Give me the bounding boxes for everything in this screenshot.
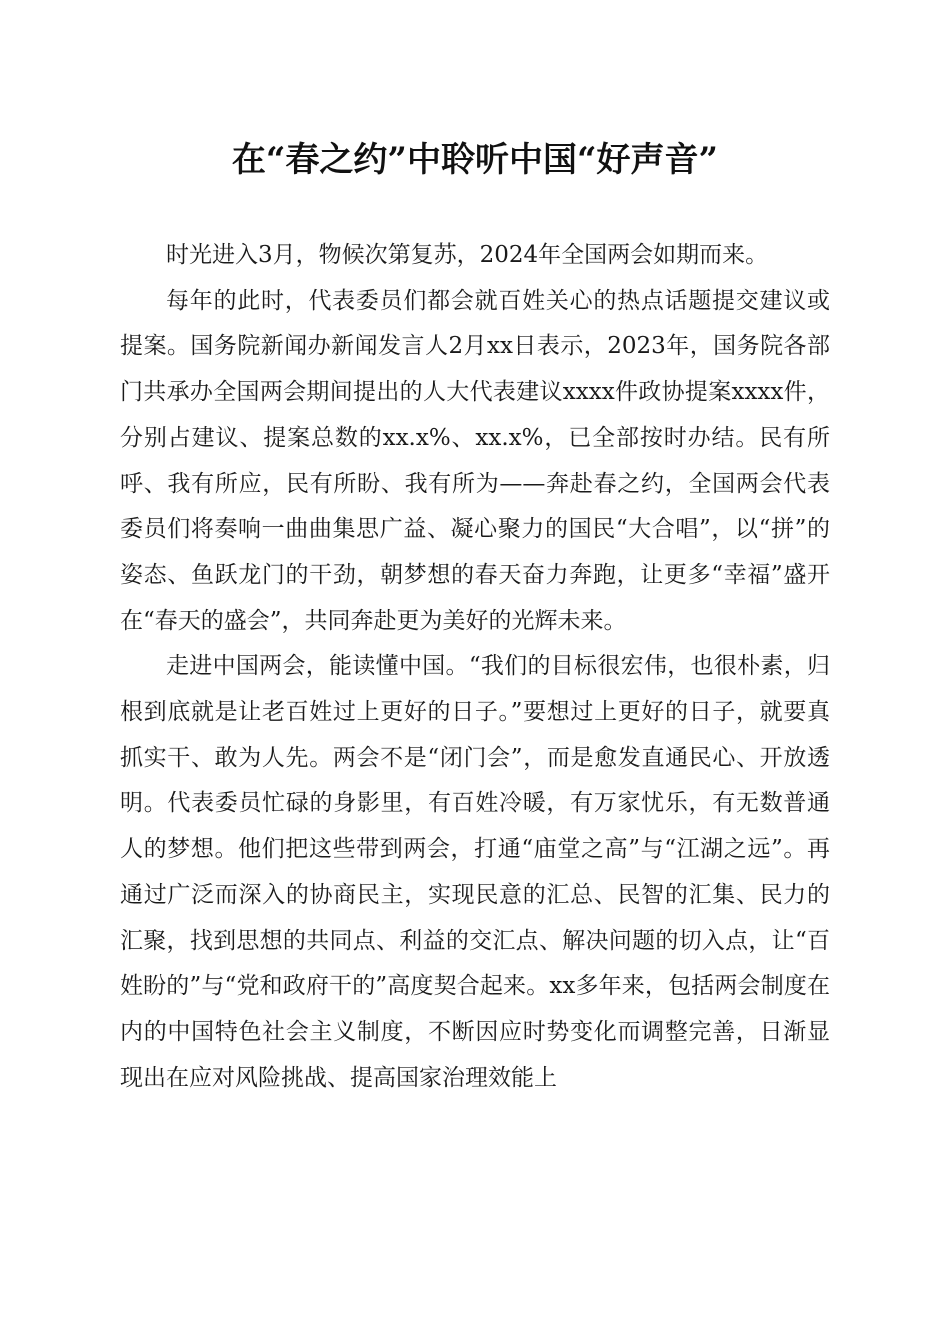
paragraph: 每年的此时，代表委员们都会就百姓关心的热点话题提交建议或提案。国务院新闻办新闻发言人2月xx日表示，2023年，国务院各部门共承办全国两会期间提出的人大代表建议xxxx件政协提案xxxx件，分别占建议、提案总数的xx.x%、xx.x%，已全部按时办结。民有所呼、我有所应，民有所盼、我有所为——奔赴春之约，全国两会代表委员们将奏响一曲曲集思广益、凝心聚力的国民“大合唱”，以“拼”的姿态、鱼跃龙门的干劲，朝梦想的春天奋力奔跑，让更多“幸福”盛开在“春天的盛会”，共同奔赴更为美好的光辉未来。: [120, 287, 830, 634]
document-title: 在“春之约”中聆听中国“好声音”: [231, 140, 719, 180]
paragraph: 时光进入3月，物候次第复苏，2024年全国两会如期而来。: [166, 242, 769, 268]
paragraph: 走进中国两会，能读懂中国。“我们的目标很宏伟，也很朴素，归根到底就是让老百姓过上更好的日子。”要想过上更好的日子，就要真抓实干、敢为人先。两会不是“闭门会”，而是愈发直通民心、开放透明。代表委员忙碌的身影里，有百姓冷暖，有万家忧乐，有无数普通人的梦想。他们把这些带到两会，打通“庙堂之高”与“江湖之远”。再通过广泛而深入的协商民主，实现民意的汇总、民智的汇集、民力的汇聚，找到思想的共同点、利益的交汇点、解决问题的切入点，让“百姓盼的”与“党和政府干的”高度契合起来。xx多年来，包括两会制度在内的中国特色社会主义制度，不断因应时势变化而调整完善，日渐显现出在应对风险挑战、提高国家治理效能上: [120, 653, 830, 1091]
document-body: [120, 233, 830, 1101]
